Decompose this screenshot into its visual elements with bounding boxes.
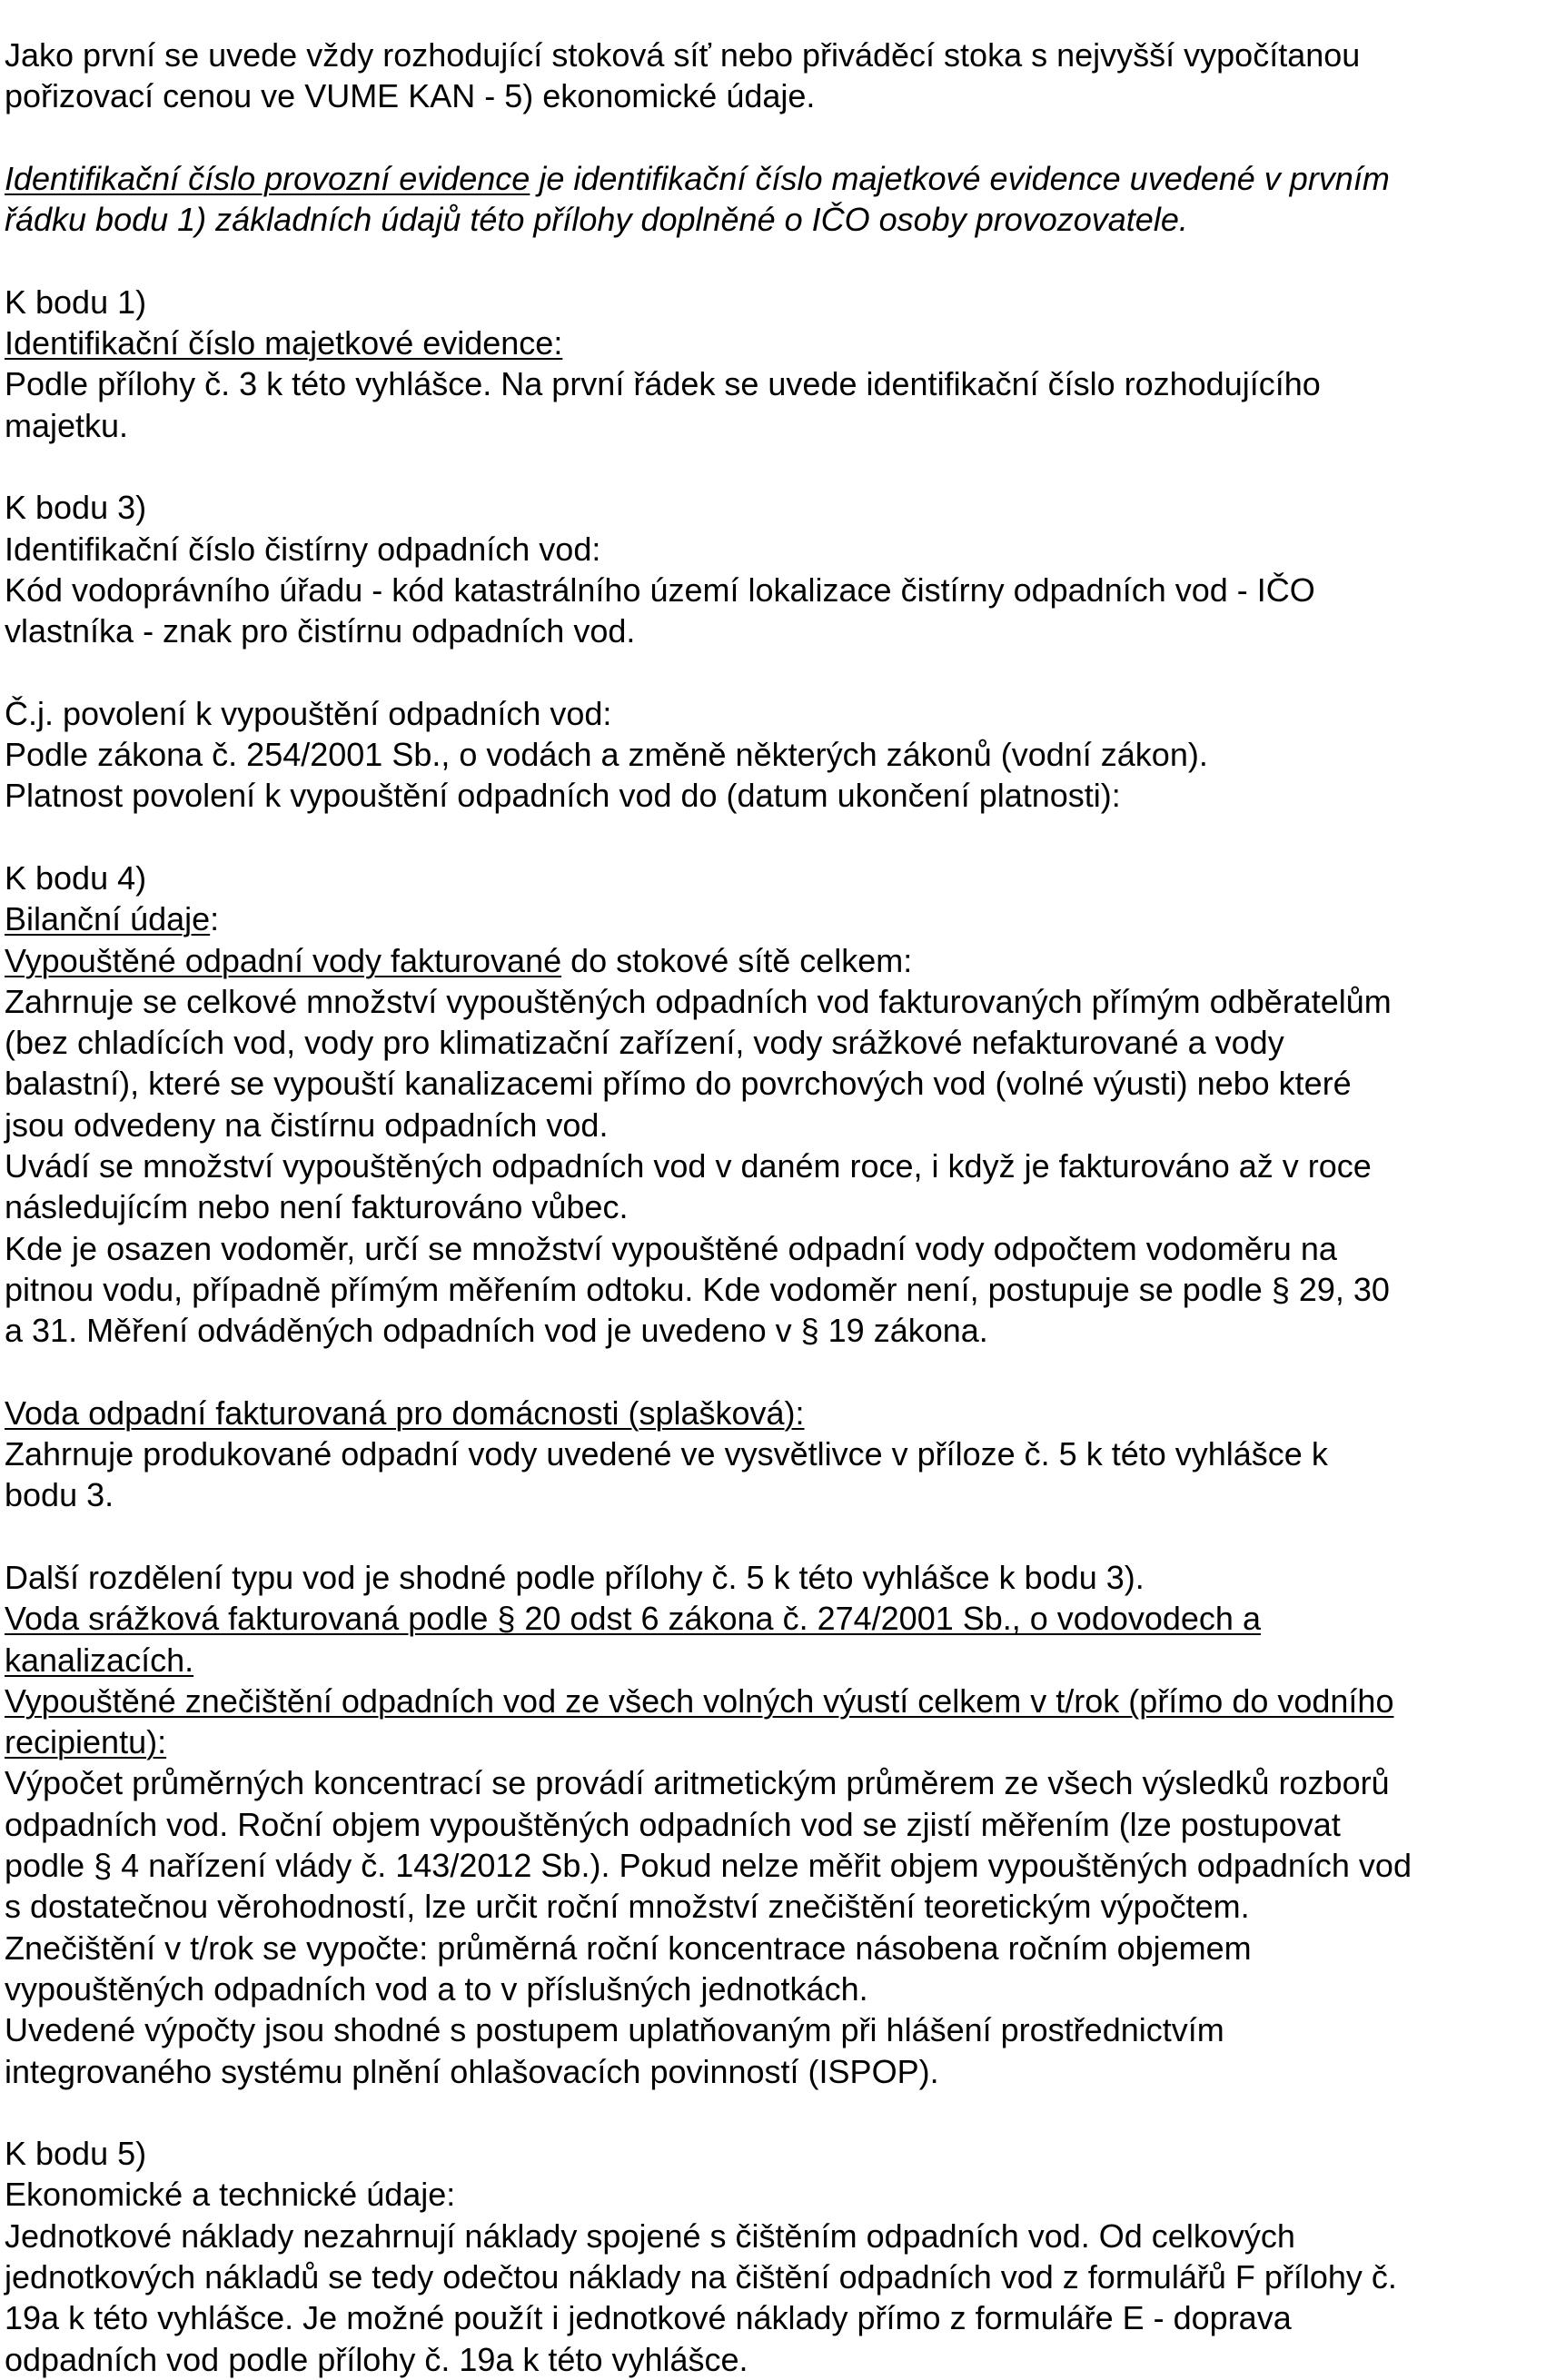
body-line: Znečištění v t/rok se vypočte: průměrná roční koncentrace násobena ročním objemem bbox=[5, 1929, 1252, 1967]
provozni-evidence-line: řádku bodu 1) základních údajů této přílohy doplněné o IČO osoby provozovatele. bbox=[5, 201, 1188, 239]
srazkova-heading bbox=[5, 1598, 1549, 1639]
vypoustene-term: Vypouštěné odpadní vody fakturované bbox=[5, 941, 562, 979]
provozni-evidence-term: Identifikační číslo provozní evidence bbox=[5, 159, 530, 197]
paragraph-gap bbox=[5, 1516, 1549, 1557]
vypoustene-line bbox=[5, 940, 1549, 981]
body-line: jednotkových nákladů se tedy odečtou náklady na čištění odpadních vod z formulářů F přílohy č. bbox=[5, 2258, 1397, 2296]
body-line: pitnou vodu, případně přímým měřením odtoku. Kde vodoměr není, postupuje se podle § 29, 30 bbox=[5, 1270, 1390, 1308]
body-line: a 31. Měření odváděných odpadních vod je uvedeno v § 19 zákona. bbox=[5, 1312, 988, 1350]
znecisteni-heading-text: Vypouštěné znečištění odpadních vod ze všech volných výustí celkem v t/rok (přímo do vodního bbox=[5, 1681, 1394, 1720]
znecisteni-heading bbox=[5, 1681, 1549, 1721]
body-line: vypouštěných odpadních vod a to v příslušných jednotkách. bbox=[5, 1969, 868, 2008]
body-line: podle § 4 nařízení vlády č. 143/2012 Sb.). Pokud nelze měřit objem vypouštěných odpadních vod bbox=[5, 1847, 1412, 1885]
provozni-evidence-text: je identifikační číslo majetkové evidence uvedené v prvním bbox=[530, 159, 1390, 197]
paragraph-gap bbox=[5, 2092, 1549, 2133]
znecisteni-heading bbox=[5, 1721, 1549, 1762]
document-page bbox=[5, 35, 1549, 2380]
intro-line: Jako první se uvede vždy rozhodující stoková síť nebo přiváděcí stoka s nejvyšší vypočítanou bbox=[5, 36, 1361, 74]
body-line: Platnost povolení k vypouštění odpadních vod do (datum ukončení platnosti): bbox=[5, 777, 1121, 815]
body-line: vlastníka - znak pro čistírnu odpadních vod. bbox=[5, 612, 636, 650]
cj-heading: Č.j. povolení k vypouštění odpadních vod: bbox=[5, 694, 612, 732]
bilancni-udaje-line bbox=[5, 898, 1549, 939]
paragraph-gap bbox=[5, 117, 1549, 158]
body-line: Podle přílohy č. 3 k této vyhlášce. Na první řádek se uvede identifikační číslo rozhodujícího bbox=[5, 365, 1321, 403]
body-line: (bez chladících vod, vody pro klimatizační zařízení, vody srážkové nefakturované a vody bbox=[5, 1024, 1284, 1062]
srazkova-heading-text: kanalizacích. bbox=[5, 1641, 194, 1679]
paragraph-gap bbox=[5, 240, 1549, 281]
section-subheading: Identifikační číslo čistírny odpadních vod: bbox=[5, 530, 601, 568]
body-line: Uvádí se množství vypouštěných odpadních vod v daném roce, i když je fakturováno až v roce bbox=[5, 1147, 1372, 1185]
srazkova-heading bbox=[5, 1640, 1549, 1681]
section-heading: K bodu 4) bbox=[5, 858, 147, 897]
body-line: odpadních vod podle přílohy č. 19a k této vyhlášce. bbox=[5, 2340, 748, 2378]
body-line: integrovaného systému plnění ohlašovacích povinností (ISPOP). bbox=[5, 2052, 939, 2090]
body-line: s dostatečnou věrohodností, lze určit roční množství znečištění teoretickým výpočtem. bbox=[5, 1888, 1250, 1926]
section-subheading: Ekonomické a technické údaje: bbox=[5, 2176, 456, 2214]
body-line: Jednotkové náklady nezahrnují náklady spojené s čištěním odpadních vod. Od celkových bbox=[5, 2216, 1295, 2255]
body-line: Další rozdělení typu vod je shodné podle přílohy č. 5 k této vyhlášce k bodu 3). bbox=[5, 1558, 1145, 1596]
body-line: majetku. bbox=[5, 406, 129, 444]
section-heading: K bodu 3) bbox=[5, 489, 147, 527]
paragraph-gap bbox=[5, 817, 1549, 858]
section-subheading bbox=[5, 322, 1549, 363]
body-line: Kód vodoprávního úřadu - kód katastrálního území lokalizace čistírny odpadních vod - IČO bbox=[5, 570, 1315, 609]
section-subheading-text: Identifikační číslo majetkové evidence: bbox=[5, 324, 563, 362]
body-line: jsou odvedeny na čistírnu odpadních vod. bbox=[5, 1106, 609, 1144]
bilancni-udaje-colon: : bbox=[210, 900, 220, 938]
provozni-evidence-line bbox=[5, 158, 1549, 199]
paragraph-gap bbox=[5, 446, 1549, 487]
section-heading: K bodu 1) bbox=[5, 283, 147, 321]
body-line: Výpočet průměrných koncentrací se provádí aritmetickým průměrem ze všech výsledků rozborů bbox=[5, 1764, 1390, 1802]
vypoustene-text: do stokové sítě celkem: bbox=[561, 941, 913, 979]
body-line: následujícím nebo není fakturováno vůbec. bbox=[5, 1188, 629, 1226]
section-heading: K bodu 5) bbox=[5, 2135, 147, 2173]
body-line: balastní), které se vypouští kanalizacemi přímo do povrchových vod (volné výusti) nebo které bbox=[5, 1065, 1352, 1103]
body-line: 19a k této vyhlášce. Je možné použít i jednotkové náklady přímo z formuláře E - doprava bbox=[5, 2299, 1292, 2337]
srazkova-heading-text: Voda srážková fakturovaná podle § 20 odst 6 zákona č. 274/2001 Sb., o vodovodech a bbox=[5, 1600, 1261, 1638]
body-line: bodu 3. bbox=[5, 1476, 114, 1514]
paragraph-gap bbox=[5, 651, 1549, 692]
domacnosti-heading bbox=[5, 1393, 1549, 1433]
body-line: Kde je osazen vodoměr, určí se množství vypouštěné odpadní vody odpočtem vodoměru na bbox=[5, 1229, 1337, 1267]
paragraph-gap bbox=[5, 1352, 1549, 1393]
body-line: Zahrnuje se celkové množství vypouštěných odpadních vod fakturovaných přímým odběratelům bbox=[5, 982, 1392, 1020]
body-line: Uvedené výpočty jsou shodné s postupem uplatňovaným při hlášení prostřednictvím bbox=[5, 2011, 1224, 2049]
body-line: Podle zákona č. 254/2001 Sb., o vodách a změně některých zákonů (vodní zákon). bbox=[5, 736, 1208, 774]
intro-line: pořizovací cenou ve VUME KAN - 5) ekonomické údaje. bbox=[5, 77, 816, 115]
body-line: odpadních vod. Roční objem vypouštěných odpadních vod se zjistí měřením (lze postupovat bbox=[5, 1805, 1341, 1843]
bilancni-udaje-term: Bilanční údaje bbox=[5, 900, 211, 938]
body-line: Zahrnuje produkované odpadní vody uvedené ve vysvětlivce v příloze č. 5 k této vyhlášce k bbox=[5, 1435, 1328, 1473]
domacnosti-heading-text: Voda odpadní fakturovaná pro domácnosti (splašková): bbox=[5, 1393, 805, 1432]
znecisteni-heading-text: recipientu): bbox=[5, 1723, 167, 1761]
